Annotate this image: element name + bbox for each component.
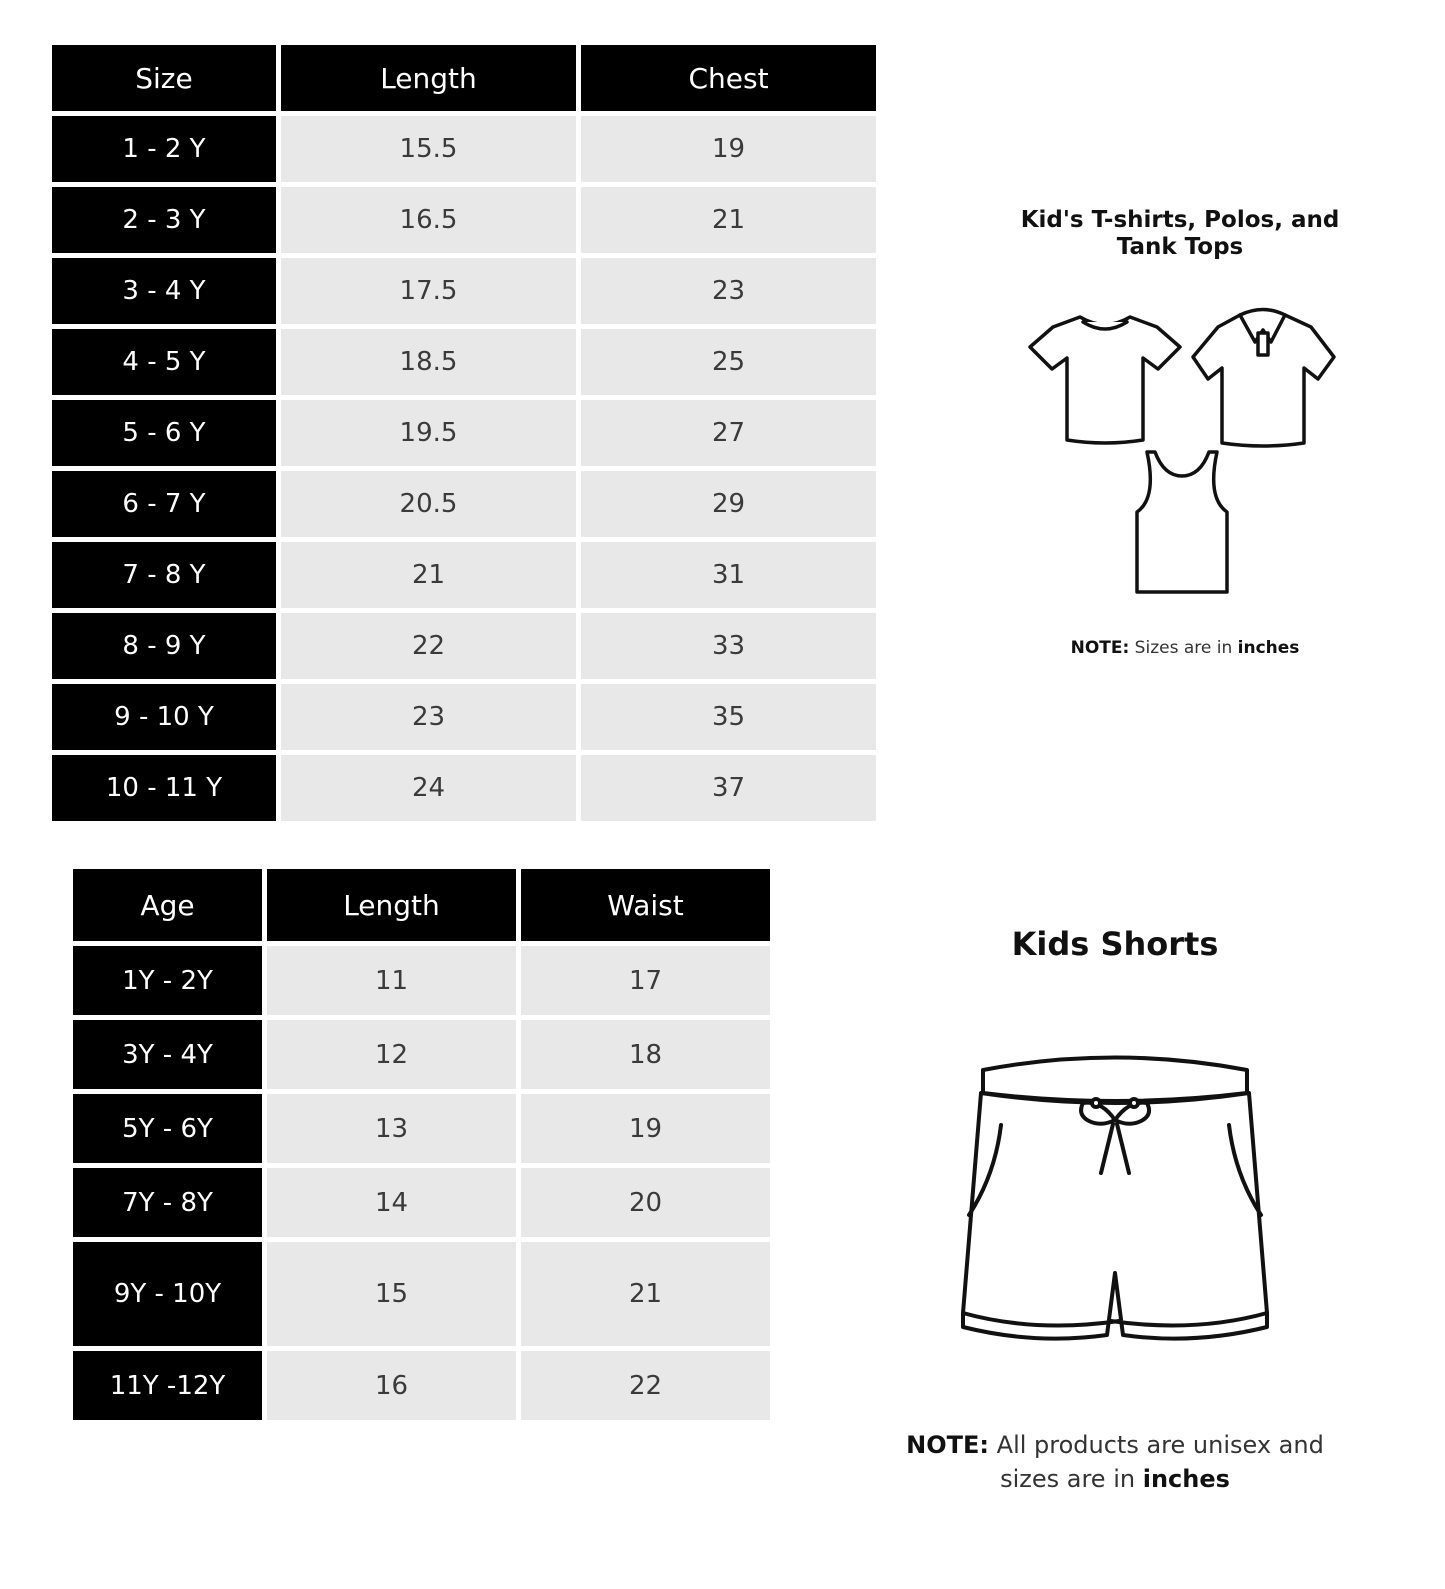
length-cell: 12	[267, 1020, 516, 1089]
row-label: 1Y - 2Y	[73, 946, 262, 1015]
tshirt-icon	[1030, 317, 1180, 443]
row-label: 9 - 10 Y	[52, 684, 276, 750]
row-label: 1 - 2 Y	[52, 116, 276, 182]
length-cell: 24	[281, 755, 576, 821]
column-header-age: Age	[73, 869, 262, 941]
chest-cell: 27	[581, 400, 876, 466]
row-label: 7Y - 8Y	[73, 1168, 262, 1237]
chest-cell: 25	[581, 329, 876, 395]
waist-cell: 20	[521, 1168, 770, 1237]
length-cell: 17.5	[281, 258, 576, 324]
length-cell: 15	[267, 1242, 516, 1346]
row-label: 5Y - 6Y	[73, 1094, 262, 1163]
row-label: 3Y - 4Y	[73, 1020, 262, 1089]
chest-cell: 19	[581, 116, 876, 182]
chest-cell: 31	[581, 542, 876, 608]
note-unit: inches	[1142, 1465, 1230, 1493]
tops-note	[1030, 638, 1340, 658]
row-label: 5 - 6 Y	[52, 400, 276, 466]
column-header-length: Length	[281, 45, 576, 111]
length-cell: 18.5	[281, 329, 576, 395]
column-header-size: Size	[52, 45, 276, 111]
row-label: 2 - 3 Y	[52, 187, 276, 253]
waist-cell: 19	[521, 1094, 770, 1163]
row-label: 7 - 8 Y	[52, 542, 276, 608]
length-cell: 14	[267, 1168, 516, 1237]
row-label: 9Y - 10Y	[73, 1242, 262, 1346]
tops-illustration	[1025, 300, 1345, 600]
tops-size-table	[52, 45, 876, 821]
shorts-icon	[955, 1045, 1275, 1355]
note-label: NOTE:	[906, 1431, 990, 1459]
waist-cell: 22	[521, 1351, 770, 1420]
row-label: 3 - 4 Y	[52, 258, 276, 324]
note-label: NOTE:	[1070, 638, 1130, 658]
row-label: 4 - 5 Y	[52, 329, 276, 395]
chest-cell: 21	[581, 187, 876, 253]
row-label: 6 - 7 Y	[52, 471, 276, 537]
length-cell: 19.5	[281, 400, 576, 466]
length-cell: 20.5	[281, 471, 576, 537]
length-cell: 23	[281, 684, 576, 750]
waist-cell: 18	[521, 1020, 770, 1089]
row-label: 11Y -12Y	[73, 1351, 262, 1420]
chest-cell: 37	[581, 755, 876, 821]
note-unit: inches	[1237, 638, 1300, 658]
length-cell: 21	[281, 542, 576, 608]
note-text: Sizes are in	[1129, 638, 1238, 658]
polo-shirt-icon	[1193, 310, 1334, 447]
length-cell: 16.5	[281, 187, 576, 253]
waist-cell: 17	[521, 946, 770, 1015]
chest-cell: 23	[581, 258, 876, 324]
column-header-chest: Chest	[581, 45, 876, 111]
column-header-waist: Waist	[521, 869, 770, 941]
shorts-title: Kids Shorts	[1011, 925, 1219, 963]
row-label: 10 - 11 Y	[52, 755, 276, 821]
tops-title: Kid's T-shirts, Polos, and Tank Tops	[1020, 207, 1340, 260]
length-cell: 15.5	[281, 116, 576, 182]
row-label: 8 - 9 Y	[52, 613, 276, 679]
chest-cell: 35	[581, 684, 876, 750]
chest-cell: 29	[581, 471, 876, 537]
note-text: All products are unisex and sizes are in	[989, 1431, 1324, 1493]
shorts-note	[895, 1428, 1335, 1496]
length-cell: 22	[281, 613, 576, 679]
column-header-length: Length	[267, 869, 516, 941]
length-cell: 13	[267, 1094, 516, 1163]
length-cell: 16	[267, 1351, 516, 1420]
chest-cell: 33	[581, 613, 876, 679]
length-cell: 11	[267, 946, 516, 1015]
tank-top-icon	[1137, 452, 1227, 592]
shorts-size-table	[73, 869, 770, 1420]
waist-cell: 21	[521, 1242, 770, 1346]
